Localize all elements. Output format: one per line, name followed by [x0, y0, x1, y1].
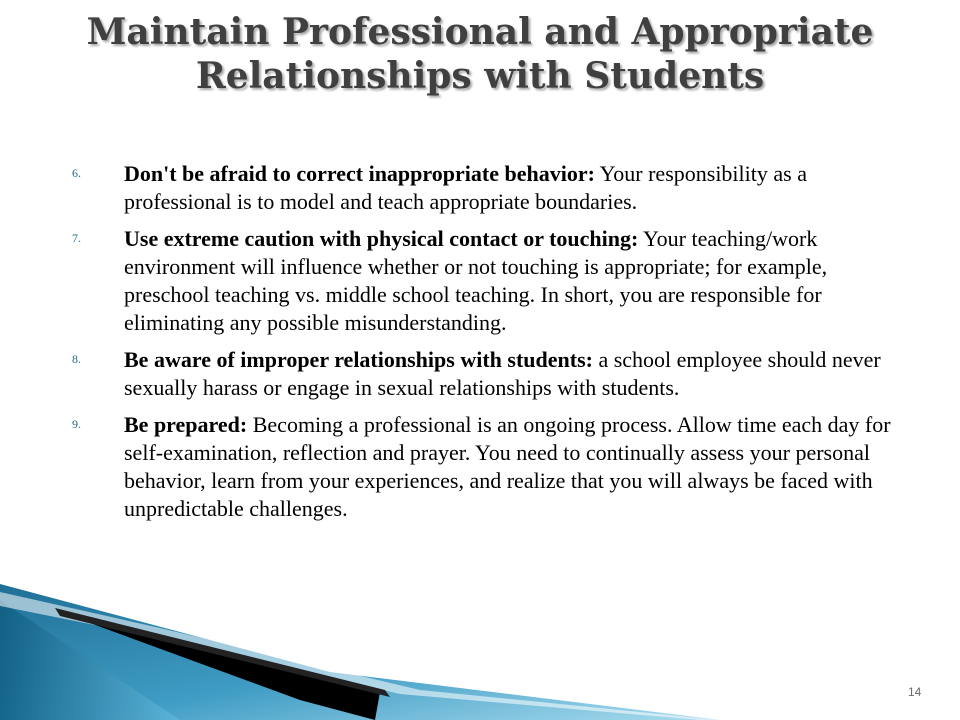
item-text: Your responsibility as a professional is to model and teach appropriate boundaries. — [124, 161, 807, 214]
page-number: 14 — [908, 685, 922, 699]
list-item — [72, 411, 912, 523]
title-line-2: Relationships with Students — [195, 55, 765, 97]
list-item — [72, 346, 912, 402]
numbered-list — [72, 160, 912, 532]
title-line-1: Maintain Professional and Appropriate — [86, 11, 874, 53]
item-lead: Use extreme caution with physical contact or touching: — [124, 226, 639, 251]
item-number: 6. — [72, 166, 81, 180]
item-number: 9. — [72, 417, 81, 431]
item-text: Becoming a professional is an ongoing process. Allow time each day for self-examination, reflection and prayer. You need to continually assess your personal behavior, learn from your experiences, and realize that you will always be faced with unpredictable challenges. — [124, 412, 891, 521]
list-item — [72, 160, 912, 216]
item-number: 7. — [72, 231, 81, 245]
slide-title — [40, 10, 920, 98]
item-text: a school employee should never sexually harass or engage in sexual relationships with students. — [124, 347, 881, 400]
item-lead: Be aware of improper relationships with students: — [124, 347, 593, 372]
item-text: Your teaching/work environment will influence whether or not touching is appropriate; for example, preschool teaching vs. middle school teaching. In short, you are responsible for eliminating any possible misunderstanding. — [124, 226, 828, 335]
item-lead: Don't be afraid to correct inappropriate behavior: — [124, 161, 595, 186]
item-lead: Be prepared: — [124, 412, 248, 437]
item-number: 8. — [72, 352, 81, 366]
list-item — [72, 225, 912, 337]
